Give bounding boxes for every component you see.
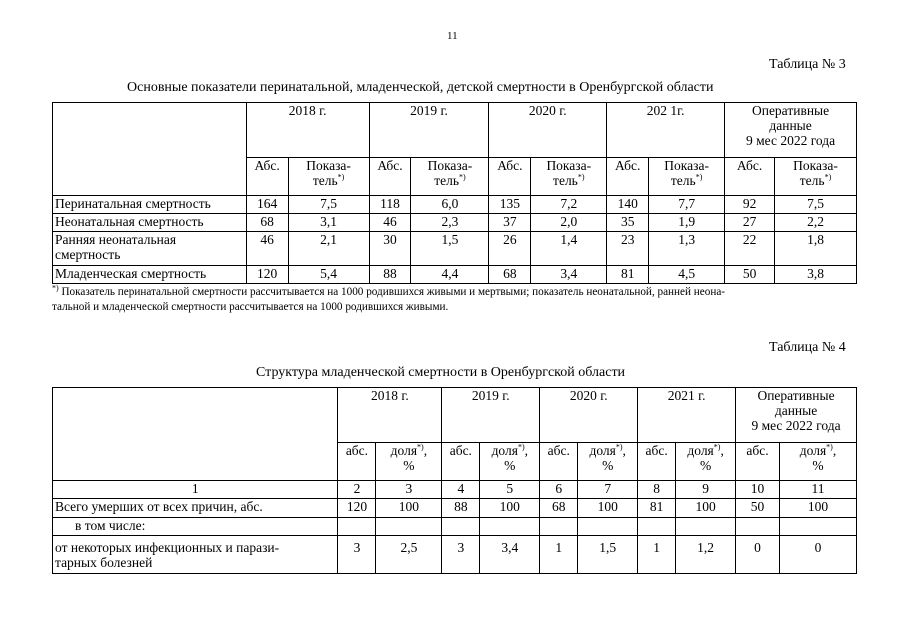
cell: 135 [489,196,531,214]
sub-share-line-1 [678,443,733,458]
cell: 46 [369,214,411,232]
footnote-mark: *) [458,172,466,182]
column-number: 3 [376,481,442,499]
cell: 50 [725,266,775,284]
table3-year-2020: 2020 г. [489,103,607,158]
cell [638,518,676,536]
sub-indicator-text: тель [799,173,825,188]
cell: 3 [442,536,480,574]
footnote-mark: *) [417,442,424,452]
sub-indicator-line-2 [777,173,854,188]
row-label: Перинатальная смертность [53,196,247,214]
sub-share-line-2: % [812,458,824,473]
sub-share [676,443,736,481]
sub-share-text: доля [491,443,518,458]
cell: 68 [489,266,531,284]
cell: 4,4 [411,266,489,284]
cell: 118 [369,196,411,214]
cell: 100 [676,499,736,518]
cell: 0 [780,536,857,574]
sub-share [376,443,442,481]
operative-line-3: 9 мес 2022 года [751,418,841,433]
sub-share-comma: , [524,443,528,458]
table3-header-row [53,103,857,158]
table3-corner-cell [53,103,247,196]
cell: 1,5 [578,536,638,574]
table-row [53,214,857,232]
cell: 5,4 [288,266,369,284]
sub-abs: Абс. [607,158,649,196]
cell: 81 [638,499,676,518]
sub-indicator-line-2 [533,173,604,188]
column-number: 9 [676,481,736,499]
table3-year-2021: 202 1г. [607,103,725,158]
sub-abs: Абс. [725,158,775,196]
cell: 4,5 [649,266,725,284]
operative-line-2: данные [774,403,818,418]
cell: 3,4 [531,266,607,284]
footnote-line-1 [52,285,857,300]
sub-share-line-1 [482,443,537,458]
cell: 120 [246,266,288,284]
column-number: 1 [53,481,338,499]
sub-indicator-line-2 [413,173,486,188]
sub-share-comma: , [423,443,428,458]
cell: 27 [725,214,775,232]
sub-abs: Абс. [489,158,531,196]
column-number: 2 [338,481,376,499]
cell: 46 [246,232,288,266]
cell: 2,5 [376,536,442,574]
sub-share-text: доля [390,443,418,458]
sub-abs: абс. [736,443,780,481]
sub-abs: абс. [338,443,376,481]
cell: 7,5 [288,196,369,214]
cell: 26 [489,232,531,266]
cell: 92 [725,196,775,214]
cell: 2,3 [411,214,489,232]
table-row [53,266,857,284]
sub-share-text: доля [799,443,827,458]
table4-title: Структура младенческой смертности в Оренбургской области [256,365,626,380]
sub-indicator-line-1: Показа- [306,158,351,173]
sub-share-text: доля [589,443,616,458]
sub-indicator-line-1: Показа- [664,158,709,173]
cell [676,518,736,536]
cell: 22 [725,232,775,266]
sub-share-comma: , [622,443,626,458]
footnote-mark: *) [713,442,721,452]
sub-share-comma: , [720,443,724,458]
table-row [53,536,857,574]
sub-indicator [649,158,725,196]
cell: 2,0 [531,214,607,232]
cell: 100 [578,499,638,518]
cell: 120 [338,499,376,518]
sub-indicator [531,158,607,196]
cell: 81 [607,266,649,284]
cell: 3,1 [288,214,369,232]
row-label-line-2: смертность [55,247,121,262]
cell: 2,2 [775,214,857,232]
cell: 100 [376,499,442,518]
sub-indicator-text: тель [553,173,578,188]
sub-abs: Абс. [246,158,288,196]
sub-share-line-2: % [602,458,614,473]
footnote-line-2: тальной и младенческой смертности рассчитывается на 1000 родившихся живыми. [52,301,449,313]
sub-share-text: доля [687,443,714,458]
sub-share-line-1 [580,443,635,458]
sub-share-line-2: % [504,458,516,473]
table3-label: Таблица № 3 [769,57,846,72]
cell: 30 [369,232,411,266]
footnote-text-1: Показатель перинатальной смертности рассчитывается на 1000 родившихся живыми и мертвыми; показатель неонатальной, ранней неона- [58,286,726,298]
row-label-line-1: от некоторых инфекционных и парази- [55,540,280,555]
cell: 140 [607,196,649,214]
column-number: 5 [480,481,540,499]
sub-abs: абс. [442,443,480,481]
table4-header-row [53,388,857,443]
footnote-mark: *) [337,172,345,182]
table4-year-2020: 2020 г. [540,388,638,443]
sub-indicator [775,158,857,196]
cell: 68 [540,499,578,518]
cell: 3,4 [480,536,540,574]
cell [338,518,376,536]
sub-indicator-line-2 [651,173,722,188]
cell: 100 [780,499,857,518]
table4 [52,387,857,574]
row-label: Неонатальная смертность [53,214,247,232]
sub-share [480,443,540,481]
footnote-mark: *) [577,172,585,182]
sub-indicator-text: тель [434,173,459,188]
cell: 1 [638,536,676,574]
cell: 68 [246,214,288,232]
cell [540,518,578,536]
table3 [52,102,857,284]
cell: 0 [736,536,780,574]
cell: 1,3 [649,232,725,266]
sub-indicator-text: тель [670,173,696,188]
cell: 2,1 [288,232,369,266]
cell [780,518,857,536]
cell: 3 [338,536,376,574]
sub-indicator-line-1: Показа- [546,158,592,173]
operative-line-1: Оперативные [757,388,835,403]
cell [376,518,442,536]
sub-share [578,443,638,481]
cell: 35 [607,214,649,232]
column-number: 4 [442,481,480,499]
column-number-row [53,481,857,499]
cell: 7,5 [775,196,857,214]
sub-abs: абс. [540,443,578,481]
table-row [53,232,857,266]
table4-corner-cell [53,388,338,481]
table3-footnote [52,285,857,315]
sub-indicator-text: тель [312,173,338,188]
footnote-mark: *) [695,172,703,182]
cell: 6,0 [411,196,489,214]
table3-year-2019: 2019 г. [369,103,489,158]
sub-share-line-1 [378,443,439,458]
cell: 1 [540,536,578,574]
cell: 100 [480,499,540,518]
page-number: 11 [447,30,458,42]
cell: 1,2 [676,536,736,574]
cell [736,518,780,536]
table4-label: Таблица № 4 [769,340,846,355]
cell: 37 [489,214,531,232]
sub-indicator [288,158,369,196]
row-label-line-1: Ранняя неонатальная [55,232,177,247]
cell [442,518,480,536]
cell [578,518,638,536]
column-number: 10 [736,481,780,499]
cell: 1,5 [411,232,489,266]
cell [480,518,540,536]
row-label: Всего умерших от всех причин, абс. [53,499,338,518]
table3-operative-header [725,103,857,158]
table-row [53,518,857,536]
cell: 7,7 [649,196,725,214]
cell: 1,9 [649,214,725,232]
footnote-mark: *) [824,172,832,182]
row-label-line-2: тарных болезней [55,555,153,570]
table3-title: Основные показатели перинатальной, младенческой, детской смертности в Оренбургской области [127,80,714,95]
table4-year-2021: 2021 г. [638,388,736,443]
cell: 88 [369,266,411,284]
column-number: 7 [578,481,638,499]
table4-year-2019: 2019 г. [442,388,540,443]
column-number: 6 [540,481,578,499]
footnote-mark: *) [52,283,59,293]
cell: 88 [442,499,480,518]
table-row [53,196,857,214]
cell: 50 [736,499,780,518]
sub-abs: абс. [638,443,676,481]
table3-year-2018: 2018 г. [246,103,369,158]
cell: 23 [607,232,649,266]
cell: 7,2 [531,196,607,214]
cell: 164 [246,196,288,214]
sub-share [780,443,857,481]
operative-line-1: Оперативные [751,103,830,118]
footnote-mark: *) [517,442,525,452]
row-label [53,536,338,574]
column-number: 8 [638,481,676,499]
sub-indicator [411,158,489,196]
sub-indicator-line-1: Показа- [793,158,838,173]
row-label: в том числе: [53,518,338,536]
sub-share-comma: , [832,443,837,458]
table-row [53,499,857,518]
cell: 3,8 [775,266,857,284]
footnote-mark: *) [615,442,623,452]
row-label [53,232,247,266]
cell: 1,8 [775,232,857,266]
column-number: 11 [780,481,857,499]
sub-share-line-2: % [403,458,415,473]
sub-indicator-line-1: Показа- [427,158,473,173]
operative-line-2: данные [769,118,812,133]
sub-share-line-1 [782,443,854,458]
operative-line-3: 9 мес 2022 года [745,133,836,148]
table4-year-2018: 2018 г. [338,388,442,443]
table4-operative-header [736,388,857,443]
sub-abs: Абс. [369,158,411,196]
sub-share-line-2: % [699,458,712,473]
cell: 1,4 [531,232,607,266]
row-label: Младенческая смертность [53,266,247,284]
sub-indicator-line-2 [291,173,367,188]
footnote-mark: *) [826,442,833,452]
